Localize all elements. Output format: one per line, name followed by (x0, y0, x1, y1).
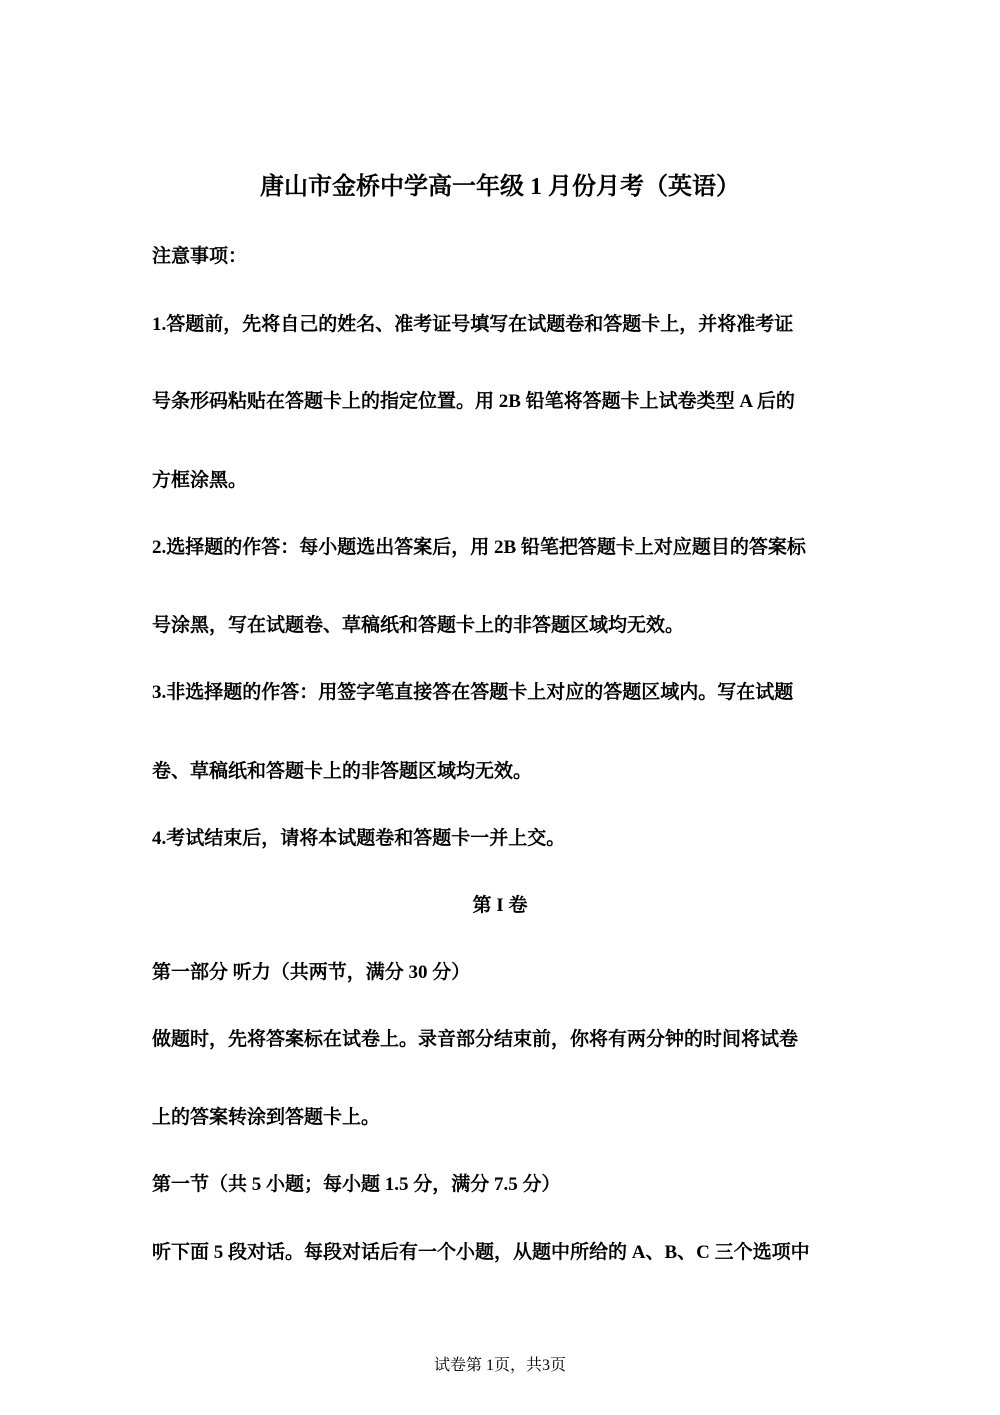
section1-heading: 第一节（共 5 小题；每小题 1.5 分，满分 7.5 分） (152, 1174, 561, 1195)
volume-heading: 第 I 卷 (472, 895, 528, 916)
section1-instruction-line-1: 听下面 5 段对话。每段对话后有一个小题，从题中所给的 A、B、C 三个选项中 (152, 1242, 810, 1263)
notice-3-line-1: 3.非选择题的作答：用签字笔直接答在答题卡上对应的答题区域内。写在试题 (152, 682, 794, 703)
notice-3-line-2: 卷、草稿纸和答题卡上的非答题区域均无效。 (152, 761, 533, 782)
notice-1-line-2: 号条形码粘贴在答题卡上的指定位置。用 2B 铅笔将答题卡上试卷类型 A 后的 (152, 391, 795, 412)
part1-instruction-line-2: 上的答案转涂到答题卡上。 (152, 1107, 381, 1128)
part1-heading: 第一部分 听力（共两节，满分 30 分） (152, 962, 471, 983)
notice-2-line-1: 2.选择题的作答：每小题选出答案后，用 2B 铅笔把答题卡上对应题目的答案标 (152, 537, 806, 558)
notice-1-line-1: 1.答题前，先将自己的姓名、准考证号填写在试题卷和答题卡上，并将准考证 (152, 314, 794, 335)
notice-2-line-2: 号涂黑，写在试题卷、草稿纸和答题卡上的非答题区域均无效。 (152, 615, 685, 636)
page-footer: 试卷第 1页，共3页 (433, 1357, 566, 1374)
notice-1-line-3: 方框涂黑。 (152, 470, 248, 491)
exam-title: 唐山市金桥中学高一年级 1 月份月考（英语） (260, 174, 740, 200)
part1-instruction-line-1: 做题时，先将答案标在试卷上。录音部分结束前，你将有两分钟的时间将试卷 (152, 1029, 799, 1050)
notice-heading: 注意事项： (152, 246, 248, 267)
notice-4-line-1: 4.考试结束后，请将本试题卷和答题卡一并上交。 (152, 828, 566, 849)
